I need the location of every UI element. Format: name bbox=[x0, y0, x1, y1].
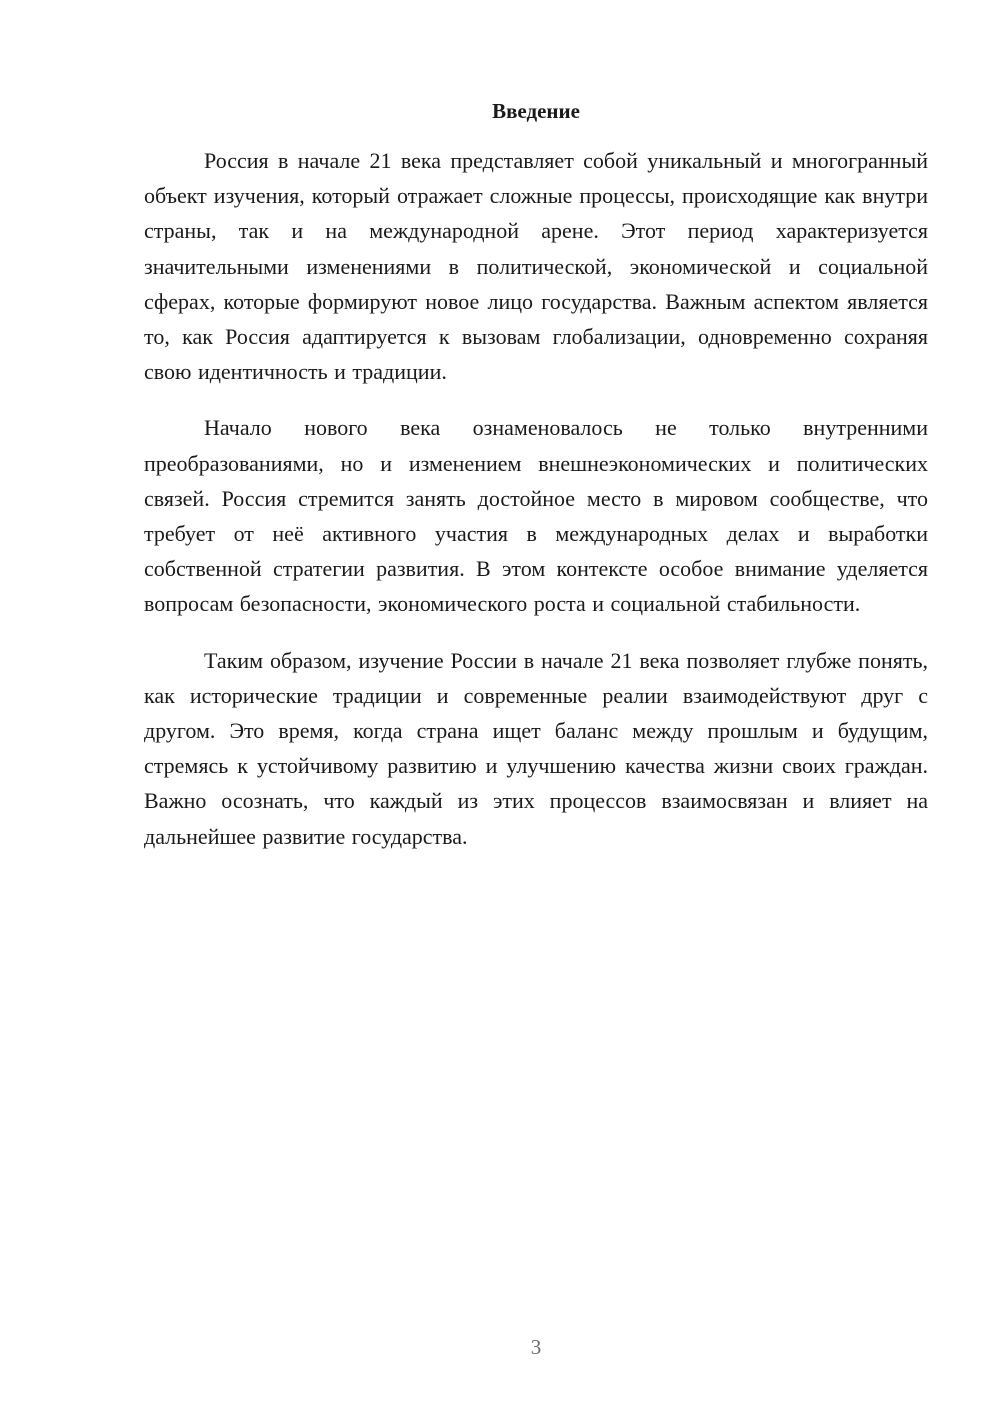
paragraph-1: Россия в начале 21 века представляет собой уникальный и многогранный объект изучения, который отражает сложные процессы, происходящие как внутри страны, так и на международной арене. Этот период характеризуется значительными изменениями в политической, экономической и социальной сферах, которые формируют новое лицо государства. Важным аспектом является то, как Россия адаптируется к вызовам глобализации, одновременно сохраняя свою идентичность и традиции. bbox=[144, 148, 928, 385]
paragraph-3: Таким образом, изучение России в начале 21 века позволяет глубже понять, как исторические традиции и современные реалии взаимодействуют друг с другом. Это время, когда страна ищет баланс между прошлым и будущим, стремясь к устойчивому развитию и улучшению качества жизни своих граждан. Важно осознать, что каждый из этих процессов взаимосвязан и влияет на дальнейшее развитие государства. bbox=[144, 647, 928, 849]
section-heading: Введение bbox=[492, 99, 580, 123]
paragraph-2: Начало нового века ознаменовалось не только внутренними преобразованиями, но и изменением внешнеэкономических и политических связей. Россия стремится занять достойное место в мировом сообществе, что требует от неё активного участия в международных делах и выработки собственной стратегии развития. В этом контексте особое внимание уделяется вопросам безопасности, экономического роста и социальной стабильности. bbox=[144, 415, 928, 617]
page-number: 3 bbox=[530, 1335, 542, 1359]
body-text bbox=[144, 143, 928, 854]
